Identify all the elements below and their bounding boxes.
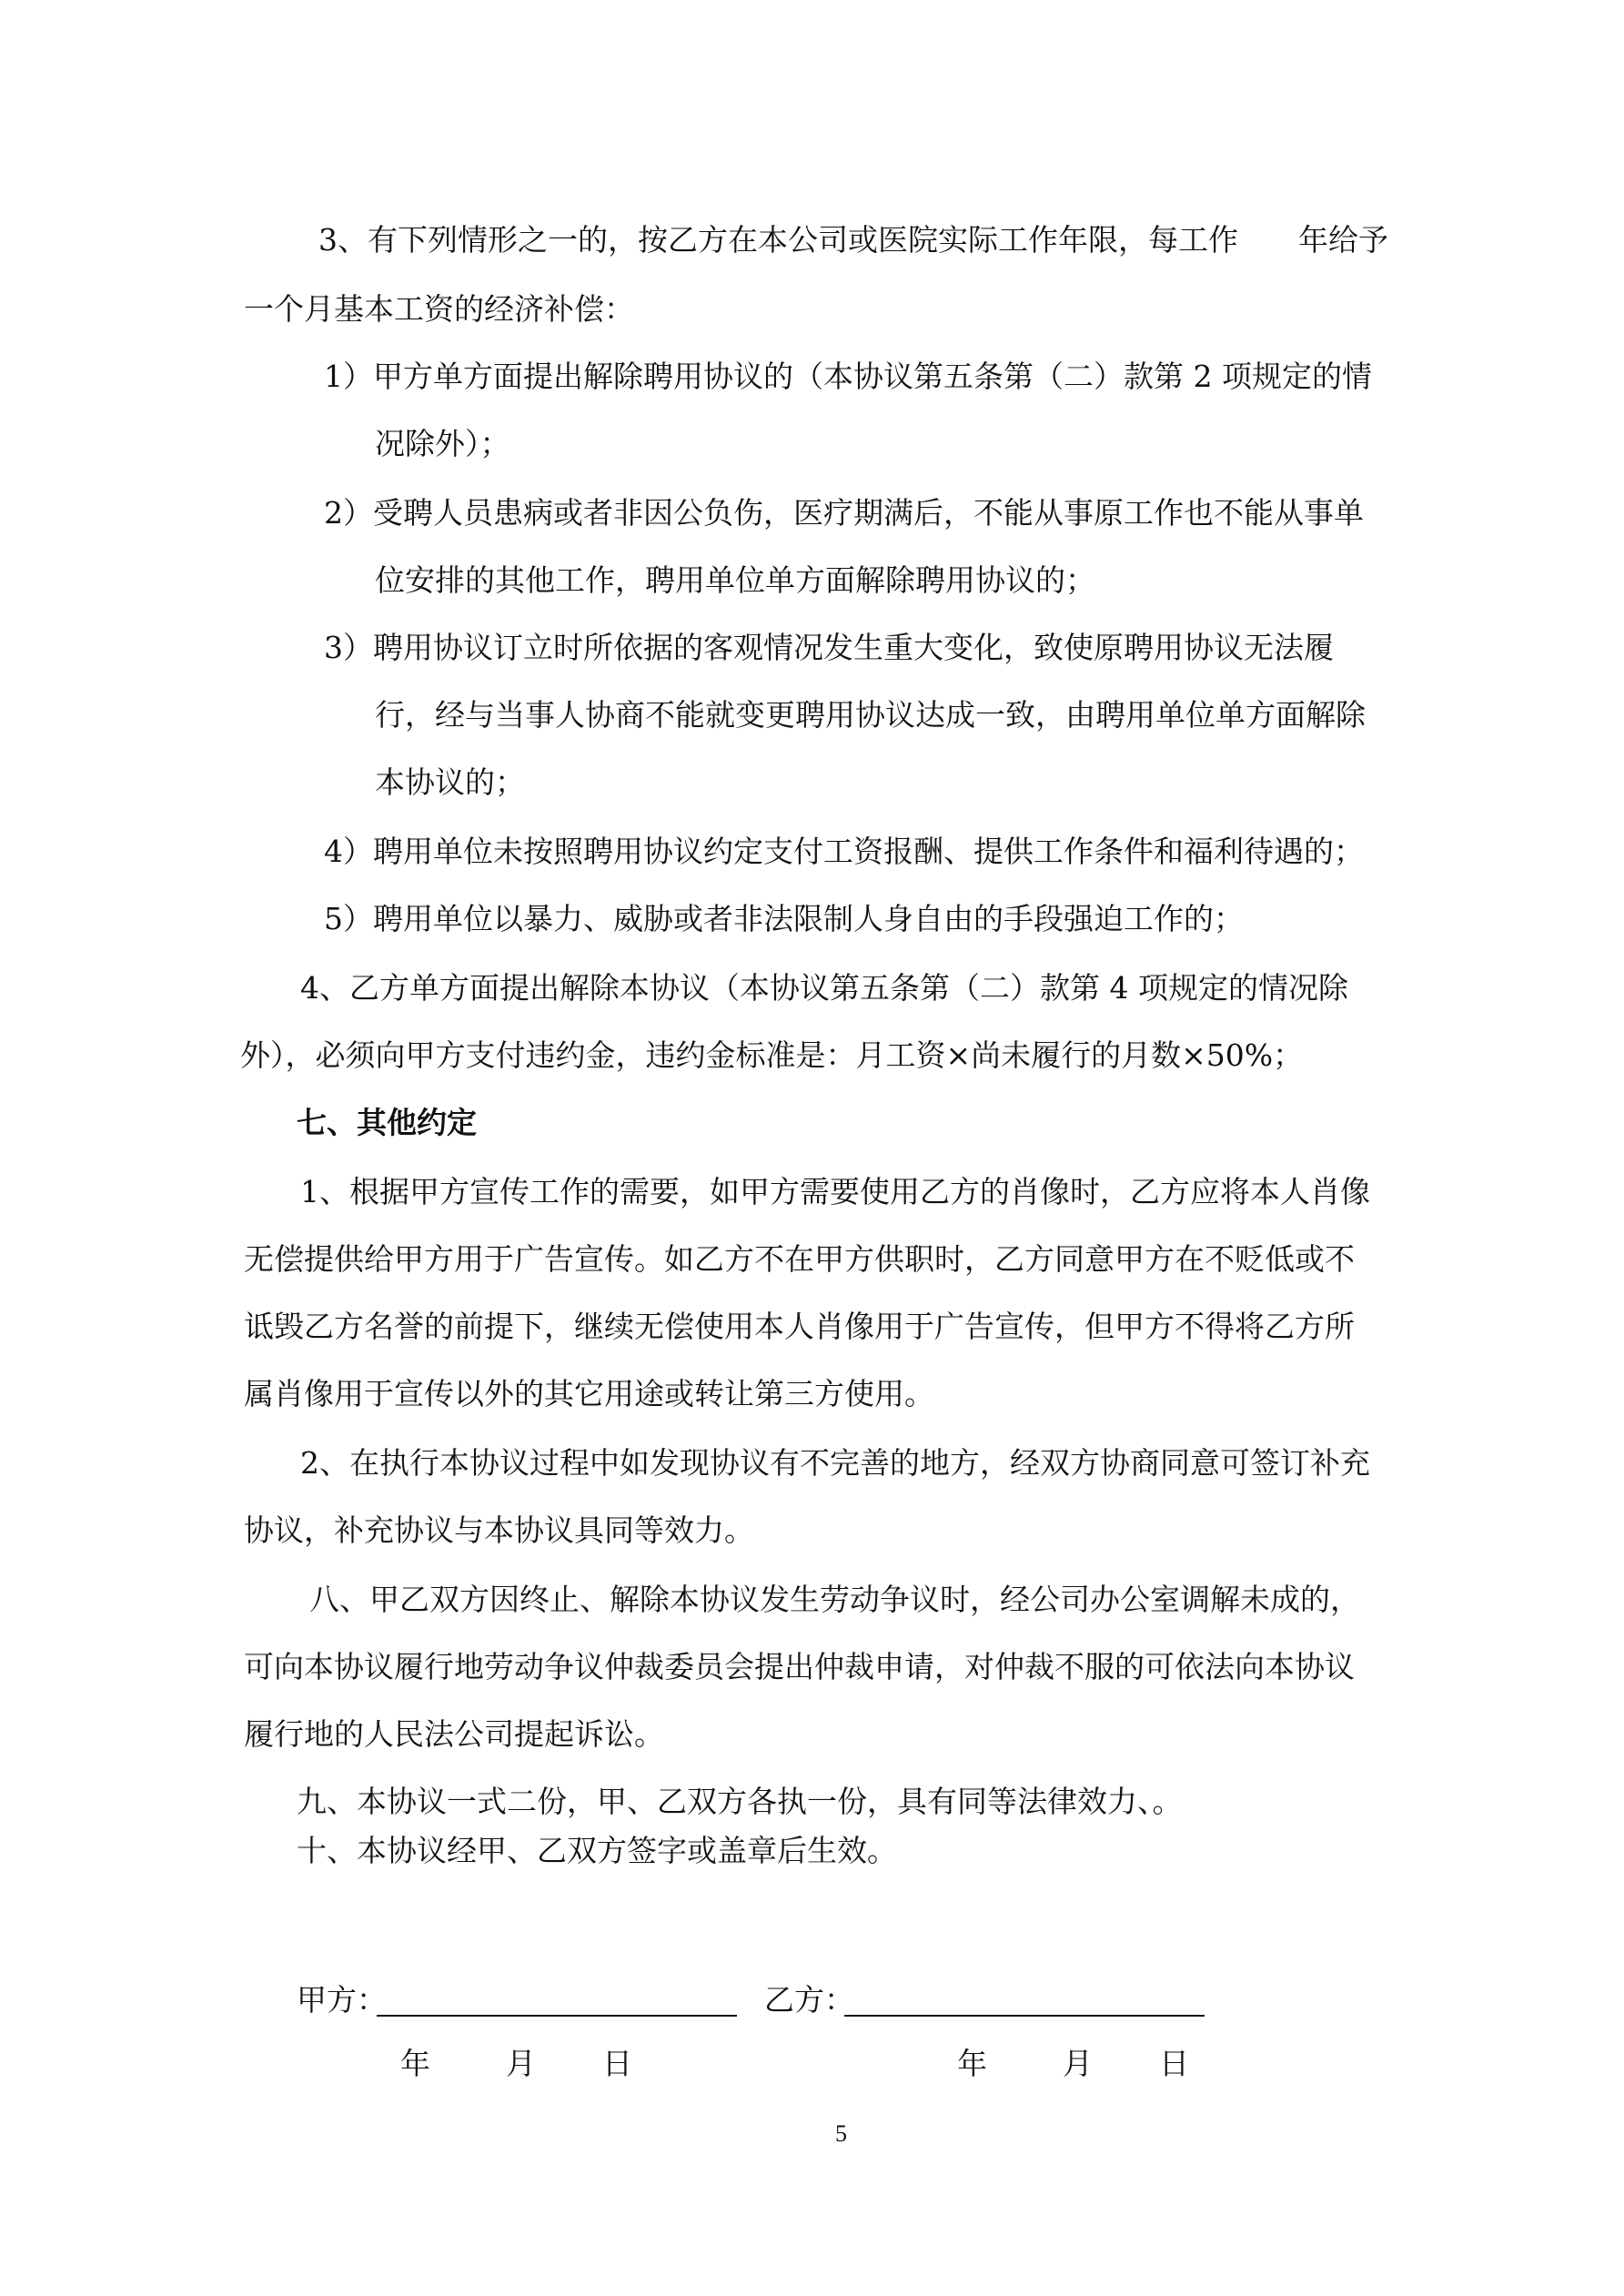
item-3-line-1: 3）聘用协议订立时所依据的客观情况发生重大变化，致使原聘用协议无法履: [324, 630, 1334, 665]
clause-7-2-line-2: 协议，补充协议与本协议具同等效力。: [244, 1512, 754, 1548]
item-5-line-1: 5）聘用单位以暴力、威胁或者非法限制人身自由的手段强迫工作的；: [324, 901, 1244, 936]
item-2-line-2: 位安排的其他工作，聘用单位单方面解除聘用协议的；: [375, 562, 1095, 598]
clause-6-3-line-1: 3、有下列情形之一的，按乙方在本公司或医院实际工作年限，每工作 年给予: [318, 222, 1388, 258]
party-a-date-year: 年: [400, 2046, 430, 2081]
party-b-date-month: 月: [1063, 2046, 1093, 2081]
section-7-heading: 七、其他约定: [297, 1105, 477, 1140]
item-1-line-2: 况除外）；: [375, 426, 510, 461]
item-1-line-1: 1）甲方单方面提出解除聘用协议的（本协议第五条第（二）款第 2 项规定的情: [324, 359, 1372, 394]
clause-6-3-line-2: 一个月基本工资的经济补偿：: [244, 291, 634, 327]
clause-6-4-line-1: 4、乙方单方面提出解除本协议（本协议第五条第（二）款第 4 项规定的情况除: [300, 970, 1348, 1006]
clause-7-1-line-3: 诋毁乙方名誉的前提下，继续无偿使用本人肖像用于广告宣传，但甲方不得将乙方所: [244, 1309, 1355, 1344]
item-3-line-2: 行，经与当事人协商不能就变更聘用协议达成一致，由聘用单位单方面解除: [375, 697, 1366, 733]
clause-7-1-line-1: 1、根据甲方宣传工作的需要，如甲方需要使用乙方的肖像时，乙方应将本人肖像: [300, 1174, 1370, 1209]
party-b-signature-line: [844, 2015, 1205, 2017]
party-a-label: 甲方：: [297, 1982, 387, 2018]
section-8-line-1: 八、甲乙双方因终止、解除本协议发生劳动争议时，经公司办公室调解未成的，: [309, 1582, 1360, 1617]
party-b-label: 乙方：: [764, 1982, 854, 2018]
party-b-date-year: 年: [957, 2046, 987, 2081]
party-a-date-day: 日: [602, 2046, 632, 2081]
party-b-date: [957, 2046, 1189, 2082]
clause-6-4-line-2: 外），必须向甲方支付违约金，违约金标准是：月工资×尚未履行的月数×50%；: [240, 1037, 1304, 1073]
clause-7-1-line-4: 属肖像用于宣传以外的其它用途或转让第三方使用。: [244, 1376, 934, 1411]
item-4-line-1: 4）聘用单位未按照聘用协议约定支付工资报酬、提供工作条件和福利待遇的；: [324, 834, 1364, 869]
party-a-date: [400, 2046, 632, 2082]
section-8-line-3: 履行地的人民法公司提起诉讼。: [244, 1716, 664, 1752]
section-9-line: 九、本协议一式二份，甲、乙双方各执一份，具有同等法律效力、。: [297, 1784, 1183, 1819]
clause-7-2-line-1: 2、在执行本协议过程中如发现协议有不完善的地方，经双方协商同意可签订补充: [300, 1445, 1370, 1481]
party-b-date-day: 日: [1159, 2046, 1189, 2081]
page-number: 5: [835, 2120, 847, 2147]
section-8-line-2: 可向本协议履行地劳动争议仲裁委员会提出仲裁申请，对仲裁不服的可依法向本协议: [244, 1649, 1355, 1684]
clause-7-1-line-2: 无偿提供给甲方用于广告宣传。如乙方不在甲方供职时，乙方同意甲方在不贬低或不: [244, 1241, 1355, 1277]
item-3-line-3: 本协议的；: [375, 764, 525, 800]
party-a-date-month: 月: [506, 2046, 536, 2081]
section-10-line: 十、本协议经甲、乙双方签字或盖章后生效。: [297, 1833, 897, 1868]
party-a-signature-line: [377, 2015, 737, 2017]
item-2-line-1: 2）受聘人员患病或者非因公负伤，医疗期满后，不能从事原工作也不能从事单: [324, 495, 1364, 531]
